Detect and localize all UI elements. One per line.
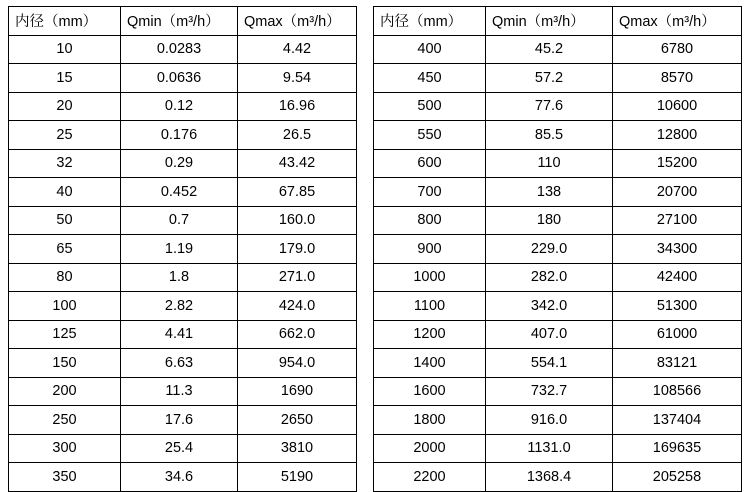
cell-qmax: 12800: [613, 121, 742, 150]
cell-inner-diameter: 550: [374, 121, 486, 150]
cell-qmax: 16.96: [238, 92, 357, 121]
cell-qmin: 342.0: [486, 292, 613, 321]
cell-qmin: 180: [486, 206, 613, 235]
cell-qmin: 138: [486, 178, 613, 207]
table-header-left: [9, 7, 357, 36]
cell-qmax: 205258: [613, 463, 742, 492]
cell-inner-diameter: 300: [9, 434, 121, 463]
cell-qmax: 42400: [613, 263, 742, 292]
table-row: [374, 178, 742, 207]
table-body-left: [9, 35, 357, 491]
cell-qmax: 83121: [613, 349, 742, 378]
cell-qmax: 27100: [613, 206, 742, 235]
cell-inner-diameter: 600: [374, 149, 486, 178]
table-row: [374, 434, 742, 463]
table-row: [9, 406, 357, 435]
cell-qmin: 229.0: [486, 235, 613, 264]
cell-inner-diameter: 1800: [374, 406, 486, 435]
cell-qmin: 85.5: [486, 121, 613, 150]
cell-qmax: 10600: [613, 92, 742, 121]
cell-qmin: 0.12: [121, 92, 238, 121]
table-row: [374, 377, 742, 406]
table-row: [374, 92, 742, 121]
column-header-inner-diameter: 内径（mm）: [374, 7, 486, 36]
cell-qmin: 1.8: [121, 263, 238, 292]
cell-qmin: 282.0: [486, 263, 613, 292]
cell-qmax: 2650: [238, 406, 357, 435]
table-body-right: [374, 35, 742, 491]
table-header-row: [374, 7, 742, 36]
cell-qmax: 108566: [613, 377, 742, 406]
cell-inner-diameter: 1200: [374, 320, 486, 349]
cell-inner-diameter: 100: [9, 292, 121, 321]
cell-qmin: 45.2: [486, 35, 613, 64]
table-row: [9, 178, 357, 207]
table-row: [374, 206, 742, 235]
table-header-right: [374, 7, 742, 36]
cell-qmax: 20700: [613, 178, 742, 207]
table-row: [374, 349, 742, 378]
table-row: [9, 434, 357, 463]
cell-inner-diameter: 2000: [374, 434, 486, 463]
flow-range-table-right: [373, 6, 742, 492]
cell-inner-diameter: 32: [9, 149, 121, 178]
table-row: [9, 463, 357, 492]
table-row: [374, 320, 742, 349]
cell-qmax: 662.0: [238, 320, 357, 349]
cell-inner-diameter: 250: [9, 406, 121, 435]
table-row: [374, 235, 742, 264]
cell-inner-diameter: 10: [9, 35, 121, 64]
cell-inner-diameter: 1100: [374, 292, 486, 321]
cell-qmax: 3810: [238, 434, 357, 463]
table-row: [9, 35, 357, 64]
table-row: [9, 64, 357, 93]
cell-qmin: 0.176: [121, 121, 238, 150]
table-row: [374, 121, 742, 150]
cell-inner-diameter: 50: [9, 206, 121, 235]
cell-inner-diameter: 350: [9, 463, 121, 492]
cell-qmax: 26.5: [238, 121, 357, 150]
column-header-qmax: Qmax（m³/h）: [613, 7, 742, 36]
cell-inner-diameter: 1600: [374, 377, 486, 406]
cell-qmin: 0.452: [121, 178, 238, 207]
table-row: [9, 320, 357, 349]
cell-qmin: 732.7: [486, 377, 613, 406]
cell-qmax: 137404: [613, 406, 742, 435]
table-row: [9, 292, 357, 321]
cell-qmax: 43.42: [238, 149, 357, 178]
table-row: [374, 149, 742, 178]
table-row: [9, 149, 357, 178]
column-header-qmax: Qmax（m³/h）: [238, 7, 357, 36]
cell-qmin: 6.63: [121, 349, 238, 378]
cell-qmin: 916.0: [486, 406, 613, 435]
cell-qmin: 34.6: [121, 463, 238, 492]
cell-qmin: 1.19: [121, 235, 238, 264]
cell-inner-diameter: 20: [9, 92, 121, 121]
cell-qmax: 67.85: [238, 178, 357, 207]
cell-inner-diameter: 1000: [374, 263, 486, 292]
table-row: [9, 377, 357, 406]
cell-qmin: 11.3: [121, 377, 238, 406]
cell-inner-diameter: 65: [9, 235, 121, 264]
cell-qmax: 15200: [613, 149, 742, 178]
table-row: [9, 121, 357, 150]
table-row: [374, 35, 742, 64]
cell-inner-diameter: 1400: [374, 349, 486, 378]
column-header-inner-diameter: 内径（mm）: [9, 7, 121, 36]
table-row: [9, 206, 357, 235]
table-row: [9, 235, 357, 264]
cell-qmin: 1368.4: [486, 463, 613, 492]
cell-qmax: 5190: [238, 463, 357, 492]
cell-inner-diameter: 500: [374, 92, 486, 121]
cell-inner-diameter: 40: [9, 178, 121, 207]
cell-qmin: 25.4: [121, 434, 238, 463]
cell-qmax: 51300: [613, 292, 742, 321]
table-header-row: [9, 7, 357, 36]
cell-qmin: 554.1: [486, 349, 613, 378]
cell-qmax: 6780: [613, 35, 742, 64]
cell-qmin: 407.0: [486, 320, 613, 349]
cell-inner-diameter: 2200: [374, 463, 486, 492]
cell-qmin: 57.2: [486, 64, 613, 93]
cell-qmin: 2.82: [121, 292, 238, 321]
table-row: [9, 92, 357, 121]
cell-qmax: 424.0: [238, 292, 357, 321]
cell-qmax: 954.0: [238, 349, 357, 378]
cell-qmin: 110: [486, 149, 613, 178]
table-row: [374, 64, 742, 93]
cell-qmin: 1131.0: [486, 434, 613, 463]
cell-inner-diameter: 25: [9, 121, 121, 150]
table-row: [374, 292, 742, 321]
cell-inner-diameter: 400: [374, 35, 486, 64]
cell-qmin: 0.0283: [121, 35, 238, 64]
column-header-qmin: Qmin（m³/h）: [486, 7, 613, 36]
cell-inner-diameter: 700: [374, 178, 486, 207]
cell-inner-diameter: 150: [9, 349, 121, 378]
cell-qmax: 160.0: [238, 206, 357, 235]
cell-qmin: 0.29: [121, 149, 238, 178]
cell-inner-diameter: 900: [374, 235, 486, 264]
table-row: [374, 406, 742, 435]
cell-qmax: 179.0: [238, 235, 357, 264]
cell-qmin: 0.7: [121, 206, 238, 235]
cell-qmax: 61000: [613, 320, 742, 349]
cell-inner-diameter: 450: [374, 64, 486, 93]
table-row: [374, 263, 742, 292]
cell-qmin: 0.0636: [121, 64, 238, 93]
cell-inner-diameter: 15: [9, 64, 121, 93]
cell-qmax: 8570: [613, 64, 742, 93]
table-row: [9, 349, 357, 378]
cell-inner-diameter: 200: [9, 377, 121, 406]
cell-qmax: 1690: [238, 377, 357, 406]
cell-qmax: 34300: [613, 235, 742, 264]
cell-inner-diameter: 80: [9, 263, 121, 292]
cell-qmax: 271.0: [238, 263, 357, 292]
cell-qmin: 4.41: [121, 320, 238, 349]
table-row: [374, 463, 742, 492]
table-row: [9, 263, 357, 292]
cell-qmax: 9.54: [238, 64, 357, 93]
cell-qmax: 169635: [613, 434, 742, 463]
cell-inner-diameter: 800: [374, 206, 486, 235]
column-header-qmin: Qmin（m³/h）: [121, 7, 238, 36]
flow-range-table-left: [8, 6, 357, 492]
cell-qmax: 4.42: [238, 35, 357, 64]
cell-qmin: 17.6: [121, 406, 238, 435]
cell-inner-diameter: 125: [9, 320, 121, 349]
cell-qmin: 77.6: [486, 92, 613, 121]
